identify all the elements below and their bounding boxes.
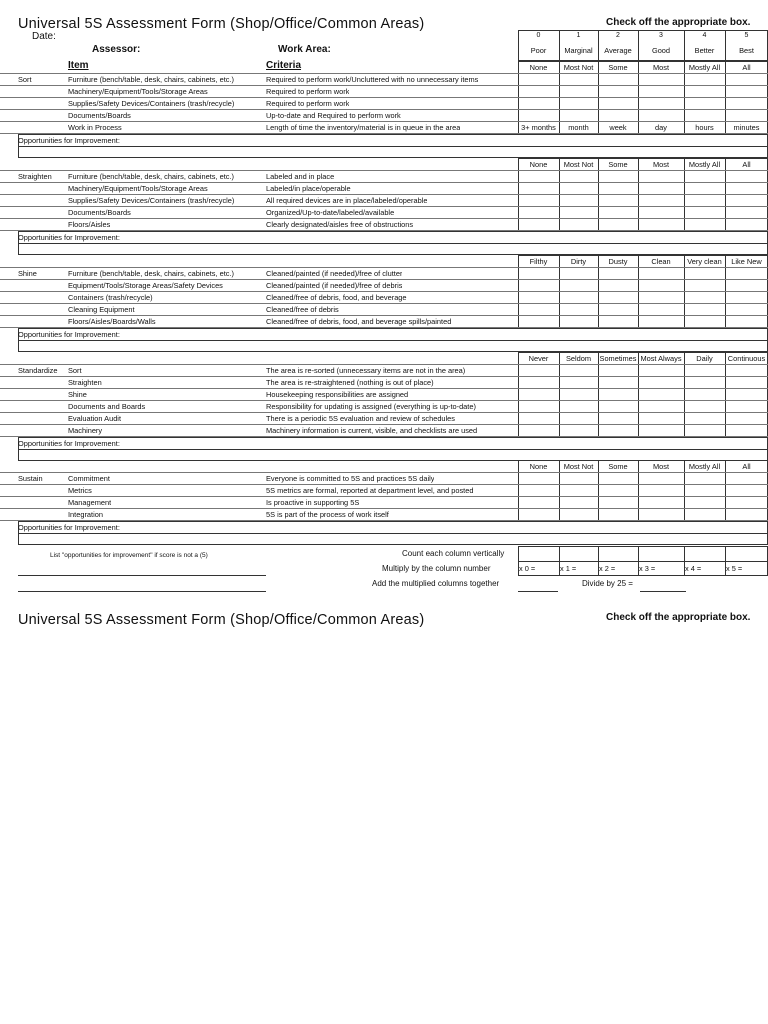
scale-label: Marginal	[564, 46, 593, 55]
criteria-text: Required to perform work	[266, 99, 350, 108]
scale-divider	[684, 30, 685, 61]
item-label: Integration	[68, 510, 103, 519]
scale-divider	[638, 30, 639, 61]
row-line	[0, 73, 768, 74]
item-label: Machinery	[68, 426, 103, 435]
criteria-text: Clearly designated/aisles free of obstructions	[266, 220, 414, 229]
item-label: Documents and Boards	[68, 402, 146, 411]
rating-label: Mostly All	[688, 63, 721, 72]
rating-label: Continuous	[727, 354, 766, 363]
criteria-text: Labeled and in place	[266, 172, 335, 181]
multiplier-label: x 0 =	[519, 564, 536, 573]
multiplier-label: x 1 =	[560, 564, 577, 573]
criteria-text: 5S metrics are formal, reported at department level, and posted	[266, 486, 474, 495]
scale-number: 4	[702, 32, 707, 39]
criteria-text: Everyone is committed to 5S and practices 5S daily	[266, 474, 435, 483]
row-line	[0, 218, 768, 219]
item-label: Documents/Boards	[68, 111, 131, 120]
rating-label: Some	[608, 63, 628, 72]
check-instruction: Check off the appropriate box.	[606, 17, 751, 28]
date-label: Date:	[32, 31, 56, 42]
work-area-label: Work Area:	[278, 44, 331, 55]
row-line	[0, 97, 768, 98]
row-line	[0, 388, 768, 389]
item-label: Documents/Boards	[68, 208, 131, 217]
item-label: Supplies/Safety Devices/Containers (trash/recycle)	[68, 196, 235, 205]
page2-check-instruction: Check off the appropriate box.	[606, 612, 751, 623]
rating-checkbox[interactable]: hours	[695, 123, 714, 132]
opportunities-label: Opportunities for Improvement:	[18, 233, 120, 242]
rating-label: Some	[608, 462, 628, 471]
item-label: Furniture (bench/table, desk, chairs, cabinets, etc.)	[68, 172, 234, 181]
page2-title: Universal 5S Assessment Form (Shop/Office/Common Areas)	[18, 612, 425, 628]
scale-label: Poor	[530, 46, 547, 55]
row-line	[0, 400, 768, 401]
row-line	[0, 364, 768, 365]
multiplier-label: x 2 =	[599, 564, 616, 573]
row-line	[0, 424, 768, 425]
section-name: Straighten	[18, 172, 52, 181]
opportunities-input[interactable]	[20, 244, 766, 254]
criteria-text: Cleaned/free of debris, food, and beverage spills/painted	[266, 317, 452, 326]
rating-checkbox[interactable]: week	[609, 123, 627, 132]
multiplier-label: x 5 =	[726, 564, 743, 573]
item-column-header: Item	[68, 60, 89, 71]
item-label: Evaluation Audit	[68, 414, 122, 423]
scale-number: 0	[536, 32, 541, 39]
scale-number: 3	[659, 32, 663, 39]
row-line	[0, 496, 768, 497]
opportunities-label: Opportunities for Improvement:	[18, 330, 120, 339]
item-label: Work in Process	[68, 123, 122, 132]
item-label: Floors/Aisles	[68, 220, 111, 229]
notes-line-2	[18, 591, 266, 592]
criteria-column-header: Criteria	[266, 60, 302, 71]
criteria-text: All required devices are in place/labeled/operable	[266, 196, 428, 205]
scale-number: 5	[744, 32, 749, 39]
rating-label: Mostly All	[688, 160, 721, 169]
row-line	[0, 376, 768, 377]
column-count-input[interactable]	[518, 547, 559, 560]
row-line	[0, 194, 768, 195]
rating-checkbox[interactable]: 3+ months	[521, 123, 556, 132]
list-note: List "opportunities for improvement" if score is not a (5)	[50, 552, 208, 559]
rating-label: Most	[652, 462, 669, 471]
criteria-text: Length of time the inventory/material is in queue in the area	[266, 123, 461, 132]
row-line	[0, 484, 768, 485]
row-line	[0, 303, 768, 304]
criteria-text: 5S is part of the process of work itself	[266, 510, 389, 519]
column-count-input[interactable]	[598, 547, 638, 560]
section-name: Shine	[18, 269, 37, 278]
rating-label: Most Not	[563, 63, 594, 72]
rating-label: None	[529, 63, 548, 72]
criteria-text: Cleaned/free of debris	[266, 305, 339, 314]
multiplier-label: x 4 =	[685, 564, 702, 573]
item-label: Management	[68, 498, 112, 507]
scale-divider	[725, 30, 726, 61]
column-count-input[interactable]	[725, 547, 768, 560]
rating-label: Filthy	[529, 257, 548, 266]
item-label: Floors/Aisles/Boards/Walls	[68, 317, 156, 326]
rating-label: All	[742, 160, 751, 169]
rating-label: All	[742, 462, 751, 471]
rating-label: All	[742, 63, 751, 72]
rating-label: Sometimes	[599, 354, 637, 363]
rating-label: Some	[608, 160, 628, 169]
scale-label: Best	[739, 46, 754, 55]
scale-number: 1	[576, 32, 581, 39]
row-line	[0, 267, 768, 268]
criteria-text: Labeled/in place/operable	[266, 184, 351, 193]
criteria-text: Cleaned/free of debris, food, and beverage	[266, 293, 407, 302]
count-label: Count each column vertically	[402, 549, 505, 558]
item-label: Cleaning Equipment	[68, 305, 135, 314]
add-label: Add the multiplied columns together	[372, 579, 500, 588]
rating-label: Most Not	[563, 462, 594, 471]
item-label: Furniture (bench/table, desk, chairs, cabinets, etc.)	[68, 269, 234, 278]
rating-checkbox[interactable]: day	[655, 123, 667, 132]
rating-label: None	[529, 160, 548, 169]
row-line	[0, 412, 768, 413]
row-line	[0, 508, 768, 509]
criteria-text: Required to perform work/Uncluttered with no unnecessary items	[266, 75, 479, 84]
row-line	[0, 472, 768, 473]
item-label: Equipment/Tools/Storage Areas/Safety Devices	[68, 281, 223, 290]
criteria-text: The area is re-straightened (nothing is out of place)	[266, 378, 434, 387]
multiplier-label: x 3 =	[639, 564, 656, 573]
scale-divider	[598, 30, 599, 61]
rating-label: Most	[652, 63, 669, 72]
rating-label: Dirty	[570, 257, 587, 266]
column-count-input[interactable]	[684, 547, 725, 560]
row-line	[0, 109, 768, 110]
criteria-text: The area is re-sorted (unnecessary items are not in the area)	[266, 366, 466, 375]
row-line	[0, 206, 768, 207]
row-line	[0, 121, 768, 122]
item-label: Commitment	[68, 474, 110, 483]
row-line	[0, 85, 768, 86]
opportunities-label: Opportunities for Improvement:	[18, 439, 120, 448]
item-label: Supplies/Safety Devices/Containers (trash/recycle)	[68, 99, 235, 108]
rating-checkbox[interactable]: minutes	[733, 123, 760, 132]
rating-label: Most Not	[563, 160, 594, 169]
rating-label: Daily	[696, 354, 713, 363]
item-label: Shine	[68, 390, 87, 399]
criteria-text: Cleaned/painted (if needed)/free of debris	[266, 281, 403, 290]
section-name: Sort	[18, 75, 32, 84]
criteria-text: There is a periodic 5S evaluation and review of schedules	[266, 414, 455, 423]
opportunities-input[interactable]	[20, 450, 766, 460]
score-input-line[interactable]	[640, 591, 686, 592]
rating-label: Clean	[651, 257, 671, 266]
criteria-text: Responsibility for updating is assigned (everything is up-to-date)	[266, 402, 476, 411]
scale-divider	[559, 30, 560, 61]
rating-checkbox[interactable]: month	[568, 123, 589, 132]
opportunities-input[interactable]	[20, 147, 766, 157]
rating-label: Very clean	[687, 257, 722, 266]
row-line	[0, 182, 768, 183]
divide-label: Divide by 25 =	[582, 579, 633, 588]
section-name: Standardize	[18, 366, 58, 375]
item-label: Sort	[68, 366, 82, 375]
section-name: Sustain	[18, 474, 43, 483]
criteria-text: Housekeeping responsibilities are assigned	[266, 390, 409, 399]
row-line	[0, 291, 768, 292]
rating-label: Never	[528, 354, 549, 363]
totals-divider	[518, 561, 768, 562]
opportunities-label: Opportunities for Improvement:	[18, 136, 120, 145]
row-line	[0, 315, 768, 316]
rating-label: Most	[652, 160, 669, 169]
criteria-text: Up-to-date and Required to perform work	[266, 111, 401, 120]
opportunities-label: Opportunities for Improvement:	[18, 523, 120, 532]
rating-label: Seldom	[565, 354, 592, 363]
item-label: Metrics	[68, 486, 92, 495]
rating-label: Like New	[731, 257, 762, 266]
item-label: Straighten	[68, 378, 102, 387]
scale-number: 2	[616, 32, 620, 39]
criteria-text: Machinery information is current, visible, and checklists are used	[266, 426, 478, 435]
item-label: Machinery/Equipment/Tools/Storage Areas	[68, 87, 208, 96]
criteria-text: Organized/Up-to-date/labeled/available	[266, 208, 395, 217]
opportunities-input[interactable]	[20, 341, 766, 351]
rating-label: Most Always	[640, 354, 682, 363]
row-line	[0, 279, 768, 280]
column-count-input[interactable]	[559, 547, 598, 560]
notes-line-1	[18, 575, 266, 576]
rating-label: None	[529, 462, 548, 471]
criteria-text: Is proactive in supporting 5S	[266, 498, 360, 507]
form-title: Universal 5S Assessment Form (Shop/Office/Common Areas)	[18, 16, 425, 32]
item-label: Machinery/Equipment/Tools/Storage Areas	[68, 184, 208, 193]
scale-label: Better	[694, 46, 715, 55]
rating-label: Dusty	[608, 257, 628, 266]
item-label: Furniture (bench/table, desk, chairs, cabinets, etc.)	[68, 75, 234, 84]
scale-label: Average	[604, 46, 632, 55]
opportunities-input[interactable]	[20, 534, 766, 544]
criteria-text: Cleaned/painted (if needed)/free of clutter	[266, 269, 403, 278]
criteria-text: Required to perform work	[266, 87, 350, 96]
rating-label: Mostly All	[688, 462, 721, 471]
row-line	[0, 170, 768, 171]
scale-label: Good	[651, 46, 671, 55]
item-label: Containers (trash/recycle)	[68, 293, 153, 302]
multiply-label: Multiply by the column number	[382, 564, 491, 573]
assessor-label: Assessor:	[92, 44, 141, 55]
column-count-input[interactable]	[638, 547, 684, 560]
sum-input-line[interactable]	[518, 591, 558, 592]
